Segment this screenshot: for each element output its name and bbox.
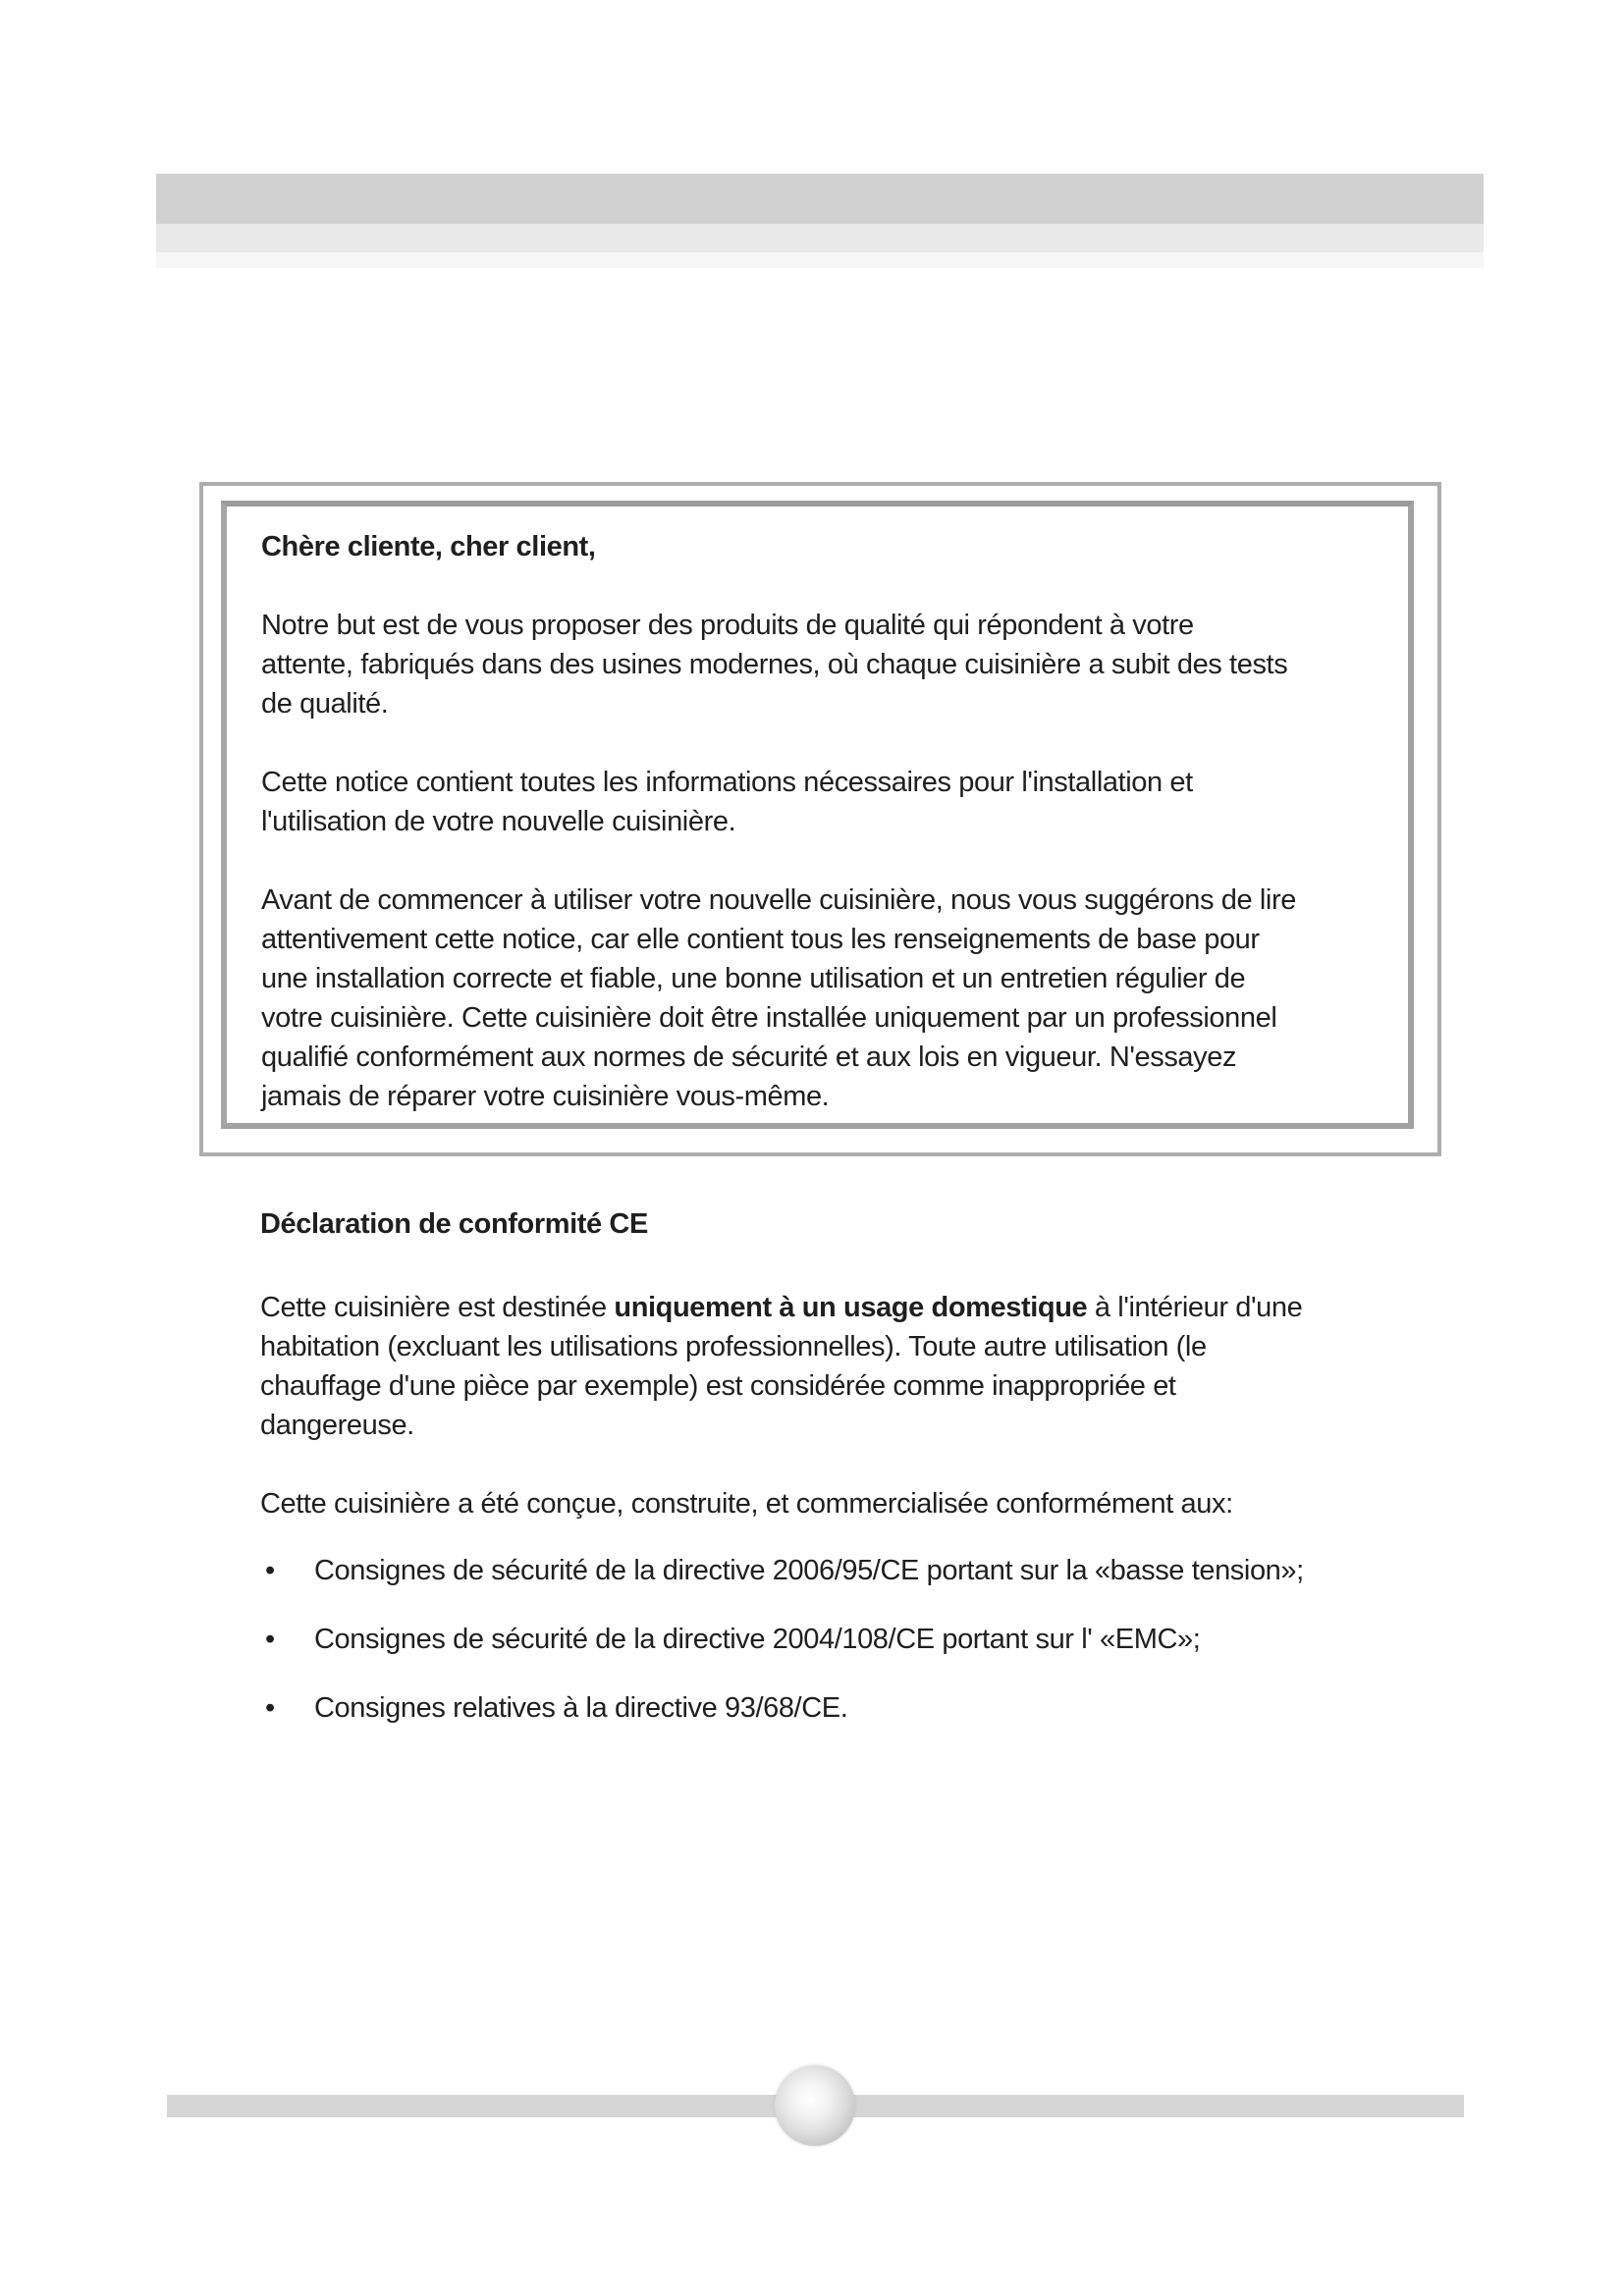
text-line: dangereuse. xyxy=(260,1410,414,1441)
bullet-icon: • xyxy=(265,1555,275,1586)
bullet-text: Consignes relatives à la directive 93/68/CE. xyxy=(314,1692,848,1724)
text-line xyxy=(260,1288,1304,1327)
sphere-ornament xyxy=(775,2065,855,2146)
text-line: Cette notice contient toutes les informations nécessaires pour l'installation et xyxy=(261,767,1193,798)
text-line: chauffage d'une pièce par exemple) est considérée comme inappropriée et xyxy=(260,1370,1176,1402)
bullet-text: Consignes de sécurité de la directive 2006/95/CE portant sur la «basse tension»; xyxy=(314,1555,1304,1586)
text-line: attentivement cette notice, car elle contient tous les renseignements de base pour xyxy=(261,924,1260,955)
bullet-icon: • xyxy=(265,1692,275,1724)
intro-box-heading: Chère cliente, cher client, xyxy=(261,531,596,562)
paragraph xyxy=(260,1288,1304,1445)
text-run: à l'intérieur d'une xyxy=(1087,1292,1303,1323)
paragraph xyxy=(261,606,1296,723)
text-line: qualifié conformément aux normes de sécurité et aux lois en vigueur. N'essayez xyxy=(261,1041,1237,1073)
text-line: Notre but est de vous proposer des produits de qualité qui répondent à votre xyxy=(261,610,1194,641)
list-item xyxy=(260,1620,1304,1659)
conception-line: Cette cuisinière a été conçue, construite, et commercialisée conformément aux: xyxy=(260,1488,1233,1520)
text-line: de qualité. xyxy=(261,688,389,720)
list-item xyxy=(260,1688,1304,1728)
intro-box-text xyxy=(261,527,1296,1116)
paragraph xyxy=(261,881,1296,1116)
top-bar-faint-band xyxy=(156,252,1484,268)
text-line: Avant de commencer à utiliser votre nouvelle cuisinière, nous vous suggérons de lire xyxy=(261,884,1296,916)
bullet-icon: • xyxy=(265,1624,275,1655)
declaration-heading: Déclaration de conformité CE xyxy=(260,1208,648,1240)
declaration-section xyxy=(260,1204,1304,1757)
list-item xyxy=(260,1551,1304,1590)
top-decoration-bar xyxy=(156,174,1484,268)
text-line: jamais de réparer votre cuisinière vous-même. xyxy=(261,1081,830,1112)
text-line: votre cuisinière. Cette cuisinière doit être installée uniquement par un professionnel xyxy=(261,1002,1277,1034)
bullet-text: Consignes de sécurité de la directive 2004/108/CE portant sur l' «EMC»; xyxy=(314,1624,1201,1655)
paragraph xyxy=(261,763,1296,841)
text-line: l'utilisation de votre nouvelle cuisinière. xyxy=(261,806,736,837)
text-line: habitation (excluant les utilisations professionnelles). Toute autre utilisation (le xyxy=(260,1331,1207,1362)
text-line: attente, fabriqués dans des usines modernes, où chaque cuisinière a subit des tests xyxy=(261,649,1288,680)
text-run: Cette cuisinière est destinée xyxy=(260,1292,615,1323)
text-line: une installation correcte et fiable, une bonne utilisation et un entretien régulier de xyxy=(261,963,1246,994)
top-bar-light-band xyxy=(156,224,1484,252)
text-run-bold: uniquement à un usage domestique xyxy=(614,1292,1088,1323)
top-bar-dark-band xyxy=(156,174,1484,224)
